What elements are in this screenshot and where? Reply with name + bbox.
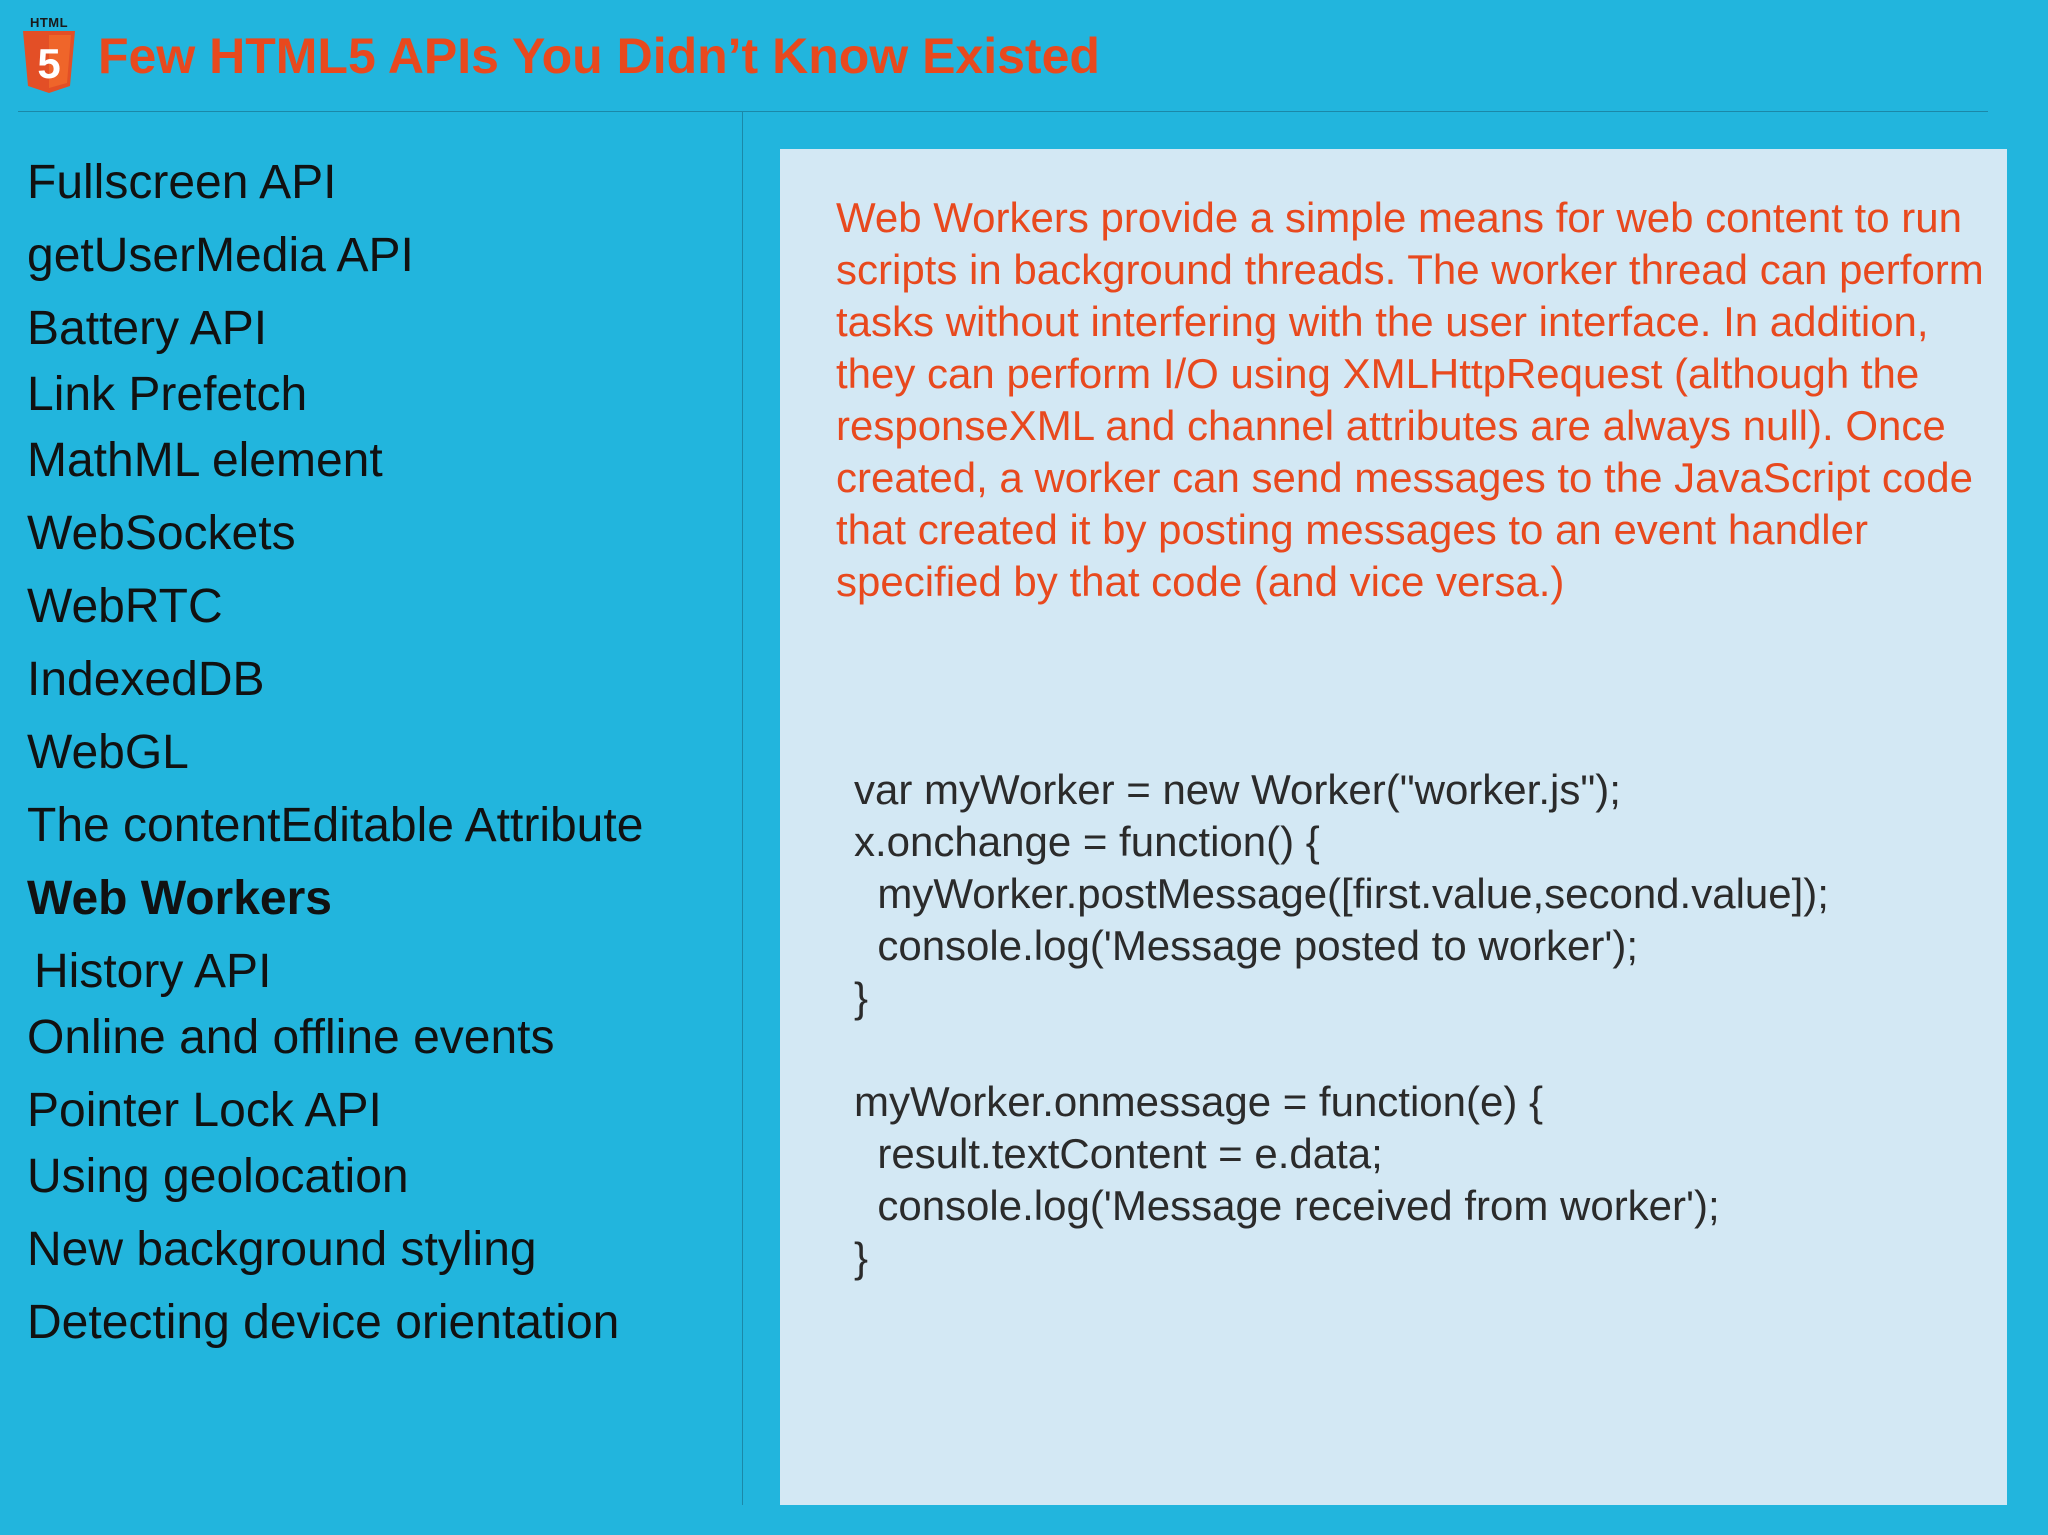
logo-number: 5	[37, 40, 61, 87]
detail-panel	[780, 149, 2007, 1505]
list-item: Online and offline events	[27, 1011, 555, 1064]
list-item: The contentEditable Attribute	[27, 799, 644, 852]
header-divider	[18, 111, 1988, 112]
list-item: Link Prefetch	[27, 368, 308, 421]
list-item: getUserMedia API	[27, 229, 414, 282]
list-item: Web Workers	[27, 872, 332, 925]
page-title: Few HTML5 APIs You Didn’t Know Existed	[98, 28, 1100, 84]
description-text: Web Workers provide a simple means for web content to run scripts in background threads. The worker thread can perform tasks without interfering with the user interface. In addition, they can perform I/O using XMLHttpRequest (although the responseXML and channel attributes are always null). Once created, a worker can send messages to the JavaScript code that created it by posting messages to an event handler specified by that code (and vice versa.)	[836, 194, 1984, 605]
list-item: Pointer Lock API	[27, 1084, 382, 1137]
code-line: result.textContent = e.data;	[854, 1130, 1383, 1177]
list-item: New background styling	[27, 1223, 537, 1276]
list-item: MathML element	[27, 434, 383, 487]
list-item: WebSockets	[27, 507, 296, 560]
html5-logo-icon	[22, 15, 76, 93]
list-item: WebRTC	[27, 580, 223, 633]
slide-header	[0, 0, 2048, 112]
list-item: Using geolocation	[27, 1150, 409, 1203]
code-line: myWorker.postMessage([first.value,second.value]);	[854, 870, 1829, 917]
list-item: WebGL	[27, 726, 189, 779]
code-line: }	[854, 1234, 869, 1281]
list-item: Detecting device orientation	[27, 1296, 620, 1349]
code-line: }	[854, 974, 869, 1021]
code-line: x.onchange = function() {	[854, 818, 1320, 865]
code-sample	[854, 764, 1829, 1284]
code-line: var myWorker = new Worker("worker.js");	[854, 766, 1621, 813]
list-item: Fullscreen API	[27, 156, 337, 209]
list-item: History API	[34, 945, 272, 998]
logo-label: HTML	[29, 15, 69, 30]
list-item: Battery API	[27, 302, 268, 355]
list-item: IndexedDB	[27, 653, 265, 706]
code-line: console.log('Message received from worker');	[854, 1182, 1720, 1229]
code-line: console.log('Message posted to worker');	[854, 922, 1639, 969]
column-divider	[742, 112, 743, 1505]
code-line	[854, 1024, 1829, 1076]
code-line: myWorker.onmessage = function(e) {	[854, 1078, 1544, 1125]
html5-shield-icon	[23, 31, 75, 93]
